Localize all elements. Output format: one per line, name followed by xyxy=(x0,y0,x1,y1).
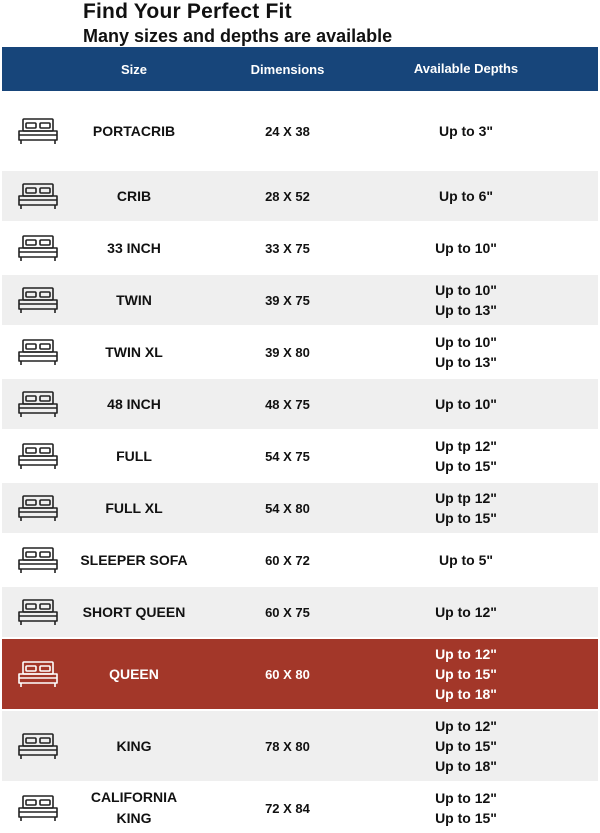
depth-value: Up to 13" xyxy=(435,354,497,370)
bed-icon xyxy=(2,493,74,523)
depth-value: Up to 3" xyxy=(438,123,494,139)
depths-cell xyxy=(381,436,551,476)
size-cell: 48 INCH xyxy=(107,395,161,412)
table-row xyxy=(2,637,598,709)
bed-icon xyxy=(2,116,74,146)
dimensions-cell: 78 X 80 xyxy=(265,738,310,754)
depth-value: Up to 15" xyxy=(435,810,497,826)
page-title: Find Your Perfect Fit xyxy=(83,0,292,23)
depths-cell xyxy=(381,716,551,776)
table-row xyxy=(2,169,598,221)
depth-value: Up to 10" xyxy=(435,334,497,350)
bed-icon xyxy=(2,337,74,367)
depth-value: Up to 12" xyxy=(435,604,497,620)
depth-value: Up to 13" xyxy=(435,302,497,318)
depth-value: Up to 12" xyxy=(435,790,497,806)
depth-value: Up to 10" xyxy=(435,240,497,256)
table-row xyxy=(2,91,598,169)
depths-cell xyxy=(381,488,551,528)
depths-cell xyxy=(381,788,551,828)
size-cell: QUEEN xyxy=(109,665,159,682)
page-subtitle: Many sizes and depths are available xyxy=(83,26,393,46)
size-cell: CRIB xyxy=(116,187,152,204)
table-row xyxy=(2,221,598,273)
table-row xyxy=(2,481,598,533)
depth-value: Up to 15" xyxy=(435,510,497,526)
table-header xyxy=(2,47,598,91)
dimensions-cell: 24 X 38 xyxy=(265,123,310,139)
dimensions-cell: 72 X 84 xyxy=(265,800,310,816)
depth-value: Up to 5" xyxy=(438,552,494,568)
depths-cell xyxy=(381,644,551,704)
depths-cell xyxy=(381,121,551,141)
depth-value: Up to 12" xyxy=(435,718,497,734)
bed-icon xyxy=(2,545,74,575)
dimensions-cell: 33 X 75 xyxy=(265,240,310,256)
dimensions-cell: 60 X 72 xyxy=(265,552,310,568)
depths-cell xyxy=(381,280,551,320)
dimensions-cell: 48 X 75 xyxy=(265,396,310,412)
table-row xyxy=(2,781,598,833)
table-row xyxy=(2,533,598,585)
bed-icon xyxy=(2,793,74,823)
bed-icon xyxy=(2,181,74,211)
bed-icon xyxy=(2,597,74,627)
depths-cell xyxy=(381,186,551,206)
header-dimensions: Dimensions xyxy=(250,61,325,77)
dimensions-cell: 54 X 75 xyxy=(265,448,310,464)
dimensions-cell: 54 X 80 xyxy=(265,500,310,516)
table-row xyxy=(2,377,598,429)
size-cell: CALIFORNIA KING xyxy=(90,789,178,826)
size-cell: TWIN xyxy=(116,291,152,308)
size-table xyxy=(2,47,598,833)
table-row xyxy=(2,709,598,781)
depths-cell xyxy=(381,394,551,414)
depth-value: Up to 6" xyxy=(438,188,494,204)
size-cell: SHORT QUEEN xyxy=(82,603,186,620)
size-cell: KING xyxy=(116,737,152,754)
size-cell: PORTACRIB xyxy=(92,122,176,139)
header-size: Size xyxy=(120,61,147,77)
size-cell: TWIN XL xyxy=(105,343,163,360)
depth-value: Up tp 12" xyxy=(435,438,497,454)
dimensions-cell: 39 X 80 xyxy=(265,344,310,360)
dimensions-cell: 28 X 52 xyxy=(265,188,310,204)
depth-value: Up tp 12" xyxy=(435,490,497,506)
size-cell: FULL XL xyxy=(105,499,163,516)
table-body xyxy=(2,91,598,833)
depths-cell xyxy=(381,332,551,372)
depths-cell xyxy=(381,550,551,570)
bed-icon xyxy=(2,441,74,471)
size-cell: SLEEPER SOFA xyxy=(80,551,188,568)
depth-value: Up to 18" xyxy=(435,758,497,774)
depth-value: Up to 15" xyxy=(435,458,497,474)
bed-icon xyxy=(2,285,74,315)
dimensions-cell: 60 X 75 xyxy=(265,604,310,620)
size-cell: 33 INCH xyxy=(107,239,161,256)
bed-icon xyxy=(2,389,74,419)
size-cell: FULL xyxy=(116,447,152,464)
table-row xyxy=(2,429,598,481)
depths-cell xyxy=(381,602,551,622)
bed-icon xyxy=(2,731,74,761)
depth-value: Up to 18" xyxy=(435,686,497,702)
table-row xyxy=(2,273,598,325)
dimensions-cell: 39 X 75 xyxy=(265,292,310,308)
depth-value: Up to 15" xyxy=(435,666,497,682)
table-row xyxy=(2,325,598,377)
depths-cell xyxy=(381,238,551,258)
table-row xyxy=(2,585,598,637)
depth-value: Up to 10" xyxy=(435,396,497,412)
depth-value: Up to 15" xyxy=(435,738,497,754)
header-depths: Available Depths xyxy=(413,61,519,76)
depth-value: Up to 12" xyxy=(435,646,497,662)
bed-icon xyxy=(2,233,74,263)
dimensions-cell: 60 X 80 xyxy=(265,666,310,682)
depth-value: Up to 10" xyxy=(435,282,497,298)
bed-icon xyxy=(2,659,74,689)
